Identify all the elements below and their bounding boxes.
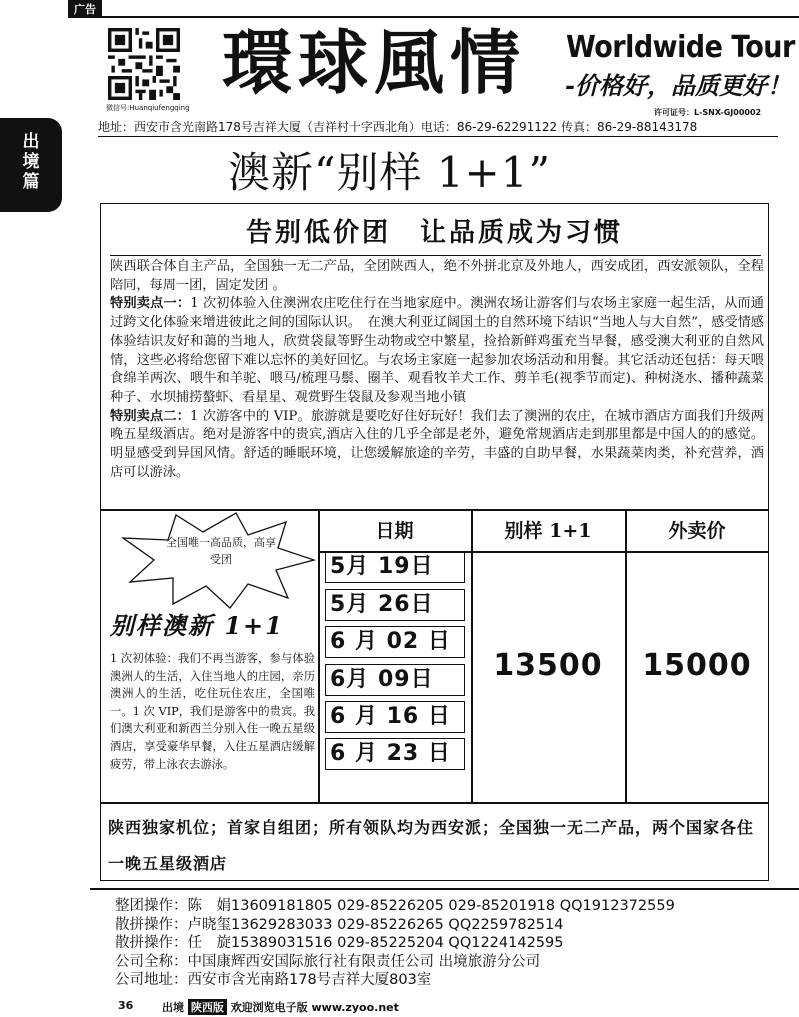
side-tab-label: 出境篇 <box>22 132 40 192</box>
table-bottom-rule <box>100 802 769 804</box>
intro-text: 陕西联合体自主产品，全国独一无二产品，全团陕西人，绝不外拼北京及外地人，西安成团，西安派领队，全程陪同，每周一团，固定发团 。 <box>110 259 764 293</box>
page-title: 澳新“别样 1+1” <box>228 148 551 197</box>
ad-tag: 广告 <box>68 0 102 18</box>
retail-price-column-header: 外卖价 <box>668 520 726 542</box>
brand-logo-text: 環球風情 <box>222 21 526 104</box>
selling-point-2-label: 特别卖点二： <box>110 408 190 424</box>
page-number: 36 <box>118 999 134 1012</box>
product-summary: 1 次初体验：我们不再当游客，参与体验澳洲人的生活，入住当地人的庄园，亲历澳洲人的生活，吃住玩住农庄，全国唯一。1 次 VIP，我们是游客中的贵宾。我们澳大利亚和新西兰分别入住一晚五星级酒店，享受豪华早餐，入住五星酒店缓解疲劳，带上泳衣去游泳。 <box>110 652 315 771</box>
wechat-id: 微信号:Huanqiufengqing <box>106 104 190 112</box>
brand-slogan: -价格好，品质更好！ <box>565 71 791 100</box>
contact-line: 散拼操作：任 旋15389031516 029-85225204 QQ1224142595 <box>115 935 564 952</box>
footer-section: 出境 <box>162 1001 184 1014</box>
package-price: 13500 <box>493 648 603 683</box>
contact-list <box>115 897 675 990</box>
contact-rule <box>90 888 799 890</box>
departure-date: 6月 09日 <box>325 664 465 696</box>
brand-english: Worldwide Tour <box>566 30 795 65</box>
selling-point-1-label: 特别卖点一： <box>110 296 191 312</box>
selling-point-1-text: 1 次初体验入住澳洲农庄吃住行在当地家庭中。澳洲农场让游客们与农场主家庭一起生活，从而通过跨文化体验来增进彼此之间的国际认识。 在澳大利亚辽阔国土的自然环境下结识“当地人与大自然”，感受情感体验结识友好和蔼的当地人，欣赏袋鼠等野生动物或空中繁星，捡拾新鲜鸡蛋充当早餐，感受澳大利亚的自然风情，这些必将给您留下难以忘怀的美好回忆。与农场主家庭一起参加农场活动和用餐。其它活动还包括：每天喂食绵羊两次、喂牛和羊驼、喂马/梳理马鬃、圈羊、观看牧羊犬工作、剪羊毛(视季节而定)、种树浇水、播种蔬菜种子、水坝捕捞螯虾、看星星、观赏野生袋鼠及参观当地小镇 <box>110 296 764 405</box>
section-side-tab <box>0 118 62 212</box>
product-title: 别样澳新 1+1 <box>110 611 284 640</box>
contact-line: 公司地址：西安市含光南路178号吉祥大厦803室 <box>115 972 432 989</box>
retail-price: 15000 <box>642 648 752 683</box>
headline-rule <box>110 255 761 256</box>
starburst-text: 全国唯一高品质，高享受团 <box>166 536 276 566</box>
date-column-header: 日期 <box>375 520 414 542</box>
qr-code-icon <box>108 28 180 100</box>
departure-date: 6 月 16 日 <box>325 701 465 733</box>
contact-line: 整团操作：陈 娟13609181805 029-85226205 029-85201918 QQ1912372559 <box>115 898 675 914</box>
table-divider <box>318 510 320 802</box>
footer-brand <box>162 999 399 1015</box>
headline: 告别低价团 让品质成为习惯 <box>245 218 623 248</box>
selling-point-2-text: 1 次游客中的 VIP。旅游就是要吃好住好玩好！我们去了澳洲的农庄，在城市酒店方面我们升级两晚五星级酒店。绝对是游客中的贵宾,酒店入住的几乎全部是老外，避免常规酒店走到那里都是中国人的的感觉。明显感受到异国风情。舒适的睡眠环境，让您缓解旅途的辛劳，丰盛的自助早餐，水果蔬菜肉类，补充营养，酒店可以游泳。 <box>110 408 764 480</box>
departure-date: 6 月 02 日 <box>325 626 465 658</box>
highlights-note: 陕西独家机位；首家自组团；所有领队均为西安派；全国独一无二产品，两个国家各住一晚五星级酒店 <box>108 818 755 873</box>
agency-address: 地址：西安市含光南路178号吉祥大厦（吉祥村十字西北角）电话：86-29-62291122 传真：86-29-88143178 <box>98 120 698 134</box>
product-description <box>110 258 764 482</box>
footer-tagline: 欢迎浏览电子版 www.zyoo.net <box>230 1001 399 1014</box>
departure-date: 5月 19日 <box>325 551 465 583</box>
address-rule <box>98 136 778 137</box>
departure-date: 6 月 23 日 <box>325 738 465 770</box>
price-column-header: 别样 1+1 <box>504 520 592 542</box>
departure-date: 5月 26日 <box>325 589 465 621</box>
contact-line: 公司全称：中国康辉西安国际旅行社有限责任公司 出境旅游分公司 <box>115 953 541 970</box>
license-number: 许可证号：L-SNX-GJ00002 <box>654 108 762 117</box>
contact-line: 散拼操作：卢晓玺13629283033 029-85226265 QQ2259782514 <box>115 916 564 933</box>
edition-badge: 陕西版 <box>188 999 227 1015</box>
